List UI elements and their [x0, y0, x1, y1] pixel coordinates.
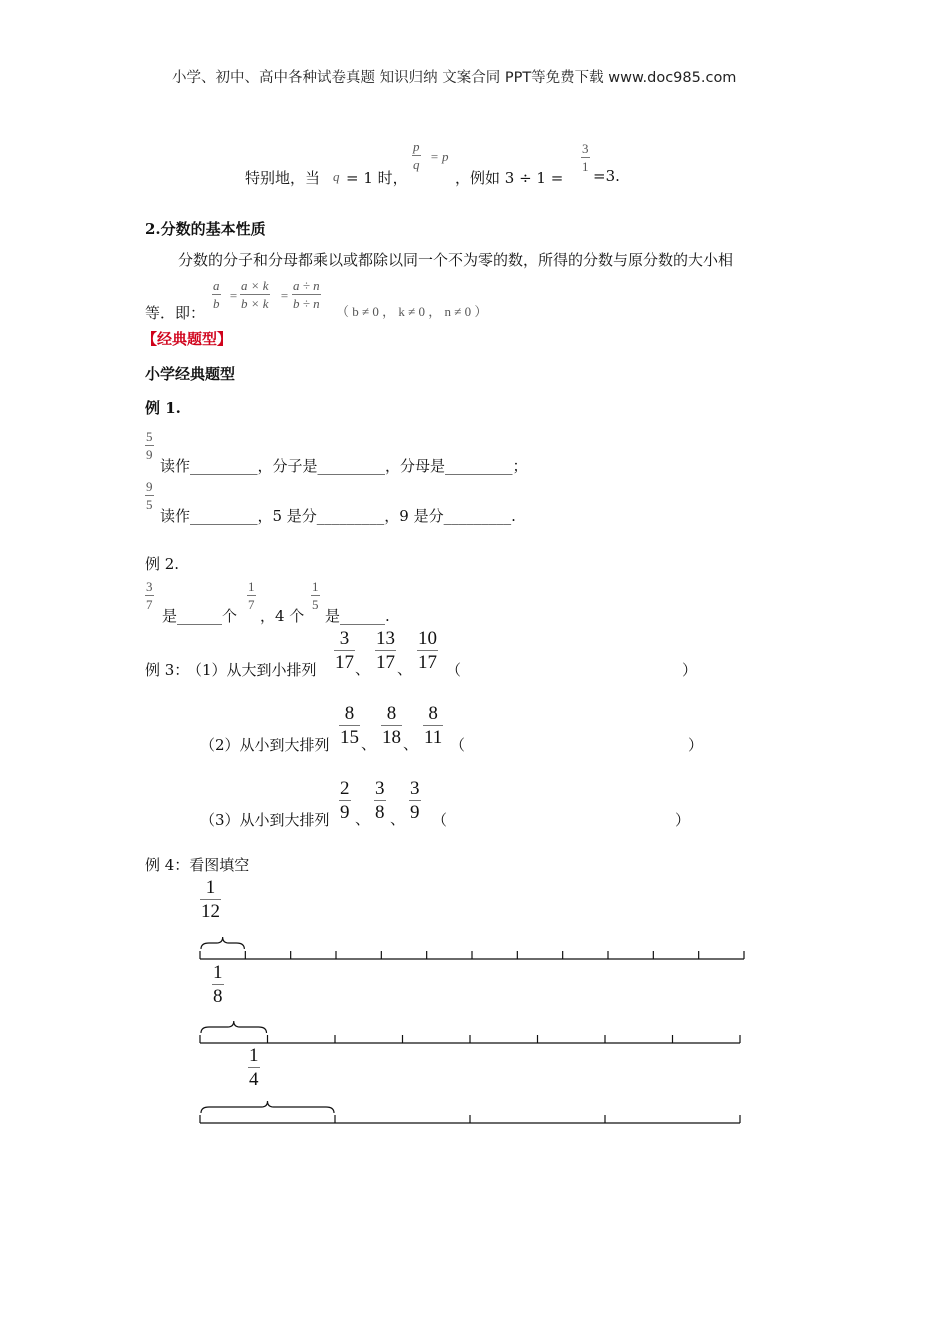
section-body: 分数的分子和分母都乘以或都除以同一个不为零的数，所得的分数与原分数的大小相 — [178, 251, 734, 269]
example-1-line-1: 读作_________，分子是_________，分母是_________； — [160, 457, 528, 475]
special-prefix: 特别地，当 — [245, 169, 321, 187]
brace-mark — [201, 1101, 334, 1113]
fraction-numerator: 3 — [375, 778, 385, 799]
brace-mark — [201, 1021, 267, 1033]
fraction-numerator: 8 — [344, 703, 355, 724]
example-2-text-3: 是______. — [325, 607, 390, 625]
example-1-line-2: 读作_________，5 是分_________，9 是分_________. — [160, 507, 516, 525]
separator: 、 — [390, 810, 406, 828]
example-3-part-3-text: （3）从小到大排列 — [200, 811, 330, 829]
example-2-text-2: ，4 个 — [260, 607, 305, 625]
equals-p: = p — [430, 149, 449, 164]
fraction-denominator: 11 — [424, 727, 443, 748]
fraction-numerator: 1 — [205, 877, 216, 898]
separator: 、 — [397, 660, 413, 678]
answer-close-paren: ） — [688, 736, 704, 754]
fraction-numerator: a × k — [241, 278, 269, 293]
fraction-numerator: 3 — [582, 141, 589, 156]
fraction-numerator: 8 — [386, 703, 397, 724]
brace-mark — [201, 937, 244, 949]
answer-open-paren: （ — [432, 811, 448, 829]
separator: 、 — [361, 735, 377, 753]
number-line-1 — [200, 937, 744, 959]
fraction-denominator: 17 — [335, 652, 354, 673]
fraction-denominator: 8 — [375, 802, 385, 823]
classic-label: 【经典题型】 — [142, 330, 233, 348]
fraction-denominator: 9 — [410, 802, 420, 823]
fraction-numerator: p — [413, 139, 420, 154]
fraction-denominator: 15 — [340, 727, 359, 748]
fraction-denominator: b — [213, 296, 220, 311]
fraction-denominator: 7 — [146, 597, 153, 612]
example-2-label: 例 2. — [145, 555, 180, 573]
fraction-numerator: 2 — [340, 778, 350, 799]
fraction-numerator: 1 — [249, 1045, 259, 1066]
fraction-numerator: a ÷ n — [293, 278, 320, 293]
fraction-numerator: 3 — [146, 579, 153, 594]
fraction-denominator: b ÷ n — [293, 296, 320, 311]
fraction-denominator: q — [413, 157, 420, 172]
fraction-numerator: 5 — [146, 429, 153, 444]
conditions: （ b ≠ 0 ， k ≠ 0 ， n ≠ 0 ） — [336, 304, 488, 319]
fraction-denominator: 17 — [376, 652, 395, 673]
fraction-numerator: 8 — [428, 703, 438, 724]
separator: 、 — [403, 735, 419, 753]
answer-open-paren: （ — [450, 736, 466, 754]
example-1-label: 例 1. — [145, 399, 181, 417]
example-4-label: 例 4：看图填空 — [145, 856, 250, 874]
fraction-denominator: 7 — [248, 597, 255, 612]
equals-sign: = — [280, 288, 289, 303]
fraction-numerator: 1 — [312, 579, 319, 594]
fraction-denominator: 4 — [249, 1069, 259, 1090]
fraction-denominator: 5 — [312, 597, 319, 612]
fraction-denominator: 12 — [201, 901, 220, 922]
q-variable: q — [333, 169, 340, 184]
answer-close-paren: ） — [675, 811, 691, 829]
answer-open-paren: （ — [446, 661, 462, 679]
fraction-denominator: b × k — [241, 296, 269, 311]
fraction-numerator: 9 — [146, 479, 153, 494]
fraction-numerator: 3 — [339, 628, 350, 649]
fraction-numerator: 3 — [410, 778, 420, 799]
section-body-prefix: 等．即： — [145, 304, 206, 322]
fraction-denominator: 17 — [418, 652, 437, 673]
fraction-denominator: 8 — [213, 986, 223, 1007]
fraction-numerator: 1 — [213, 962, 223, 983]
example-2-text-1: 是______个 — [162, 607, 238, 625]
fraction-numerator: 13 — [376, 628, 395, 649]
primary-label: 小学经典题型 — [145, 365, 236, 383]
example-3-part-1-text: （1）从大到小排列 — [187, 661, 317, 679]
separator: 、 — [355, 810, 371, 828]
separator: 、 — [355, 660, 371, 678]
example-prefix: ，例如 3 ÷ 1 = — [455, 169, 564, 187]
section-title: 2.分数的基本性质 — [145, 220, 266, 238]
example-3-label: 例 3： — [145, 661, 190, 679]
example-3-part-2-text: （2）从小到大排列 — [200, 736, 330, 754]
page-header: 小学、初中、高中各种试卷真题 知识归纳 文案合同 PPT等免费下载 www.doc985.com — [172, 70, 737, 86]
fraction-denominator: 9 — [340, 802, 350, 823]
number-line-3 — [200, 1101, 740, 1123]
equals-sign: = — [229, 288, 238, 303]
number-line-2 — [200, 1021, 740, 1043]
example-result: =3. — [593, 167, 620, 185]
fraction-denominator: 5 — [146, 497, 153, 512]
answer-close-paren: ） — [682, 661, 698, 679]
fraction-numerator: 1 — [248, 579, 255, 594]
fraction-numerator: 10 — [418, 628, 437, 649]
special-condition: = 1 时， — [346, 169, 408, 187]
fraction-denominator: 1 — [582, 159, 589, 174]
fraction-denominator: 9 — [146, 447, 153, 462]
fraction-denominator: 18 — [382, 727, 401, 748]
fraction-numerator: a — [213, 278, 220, 293]
